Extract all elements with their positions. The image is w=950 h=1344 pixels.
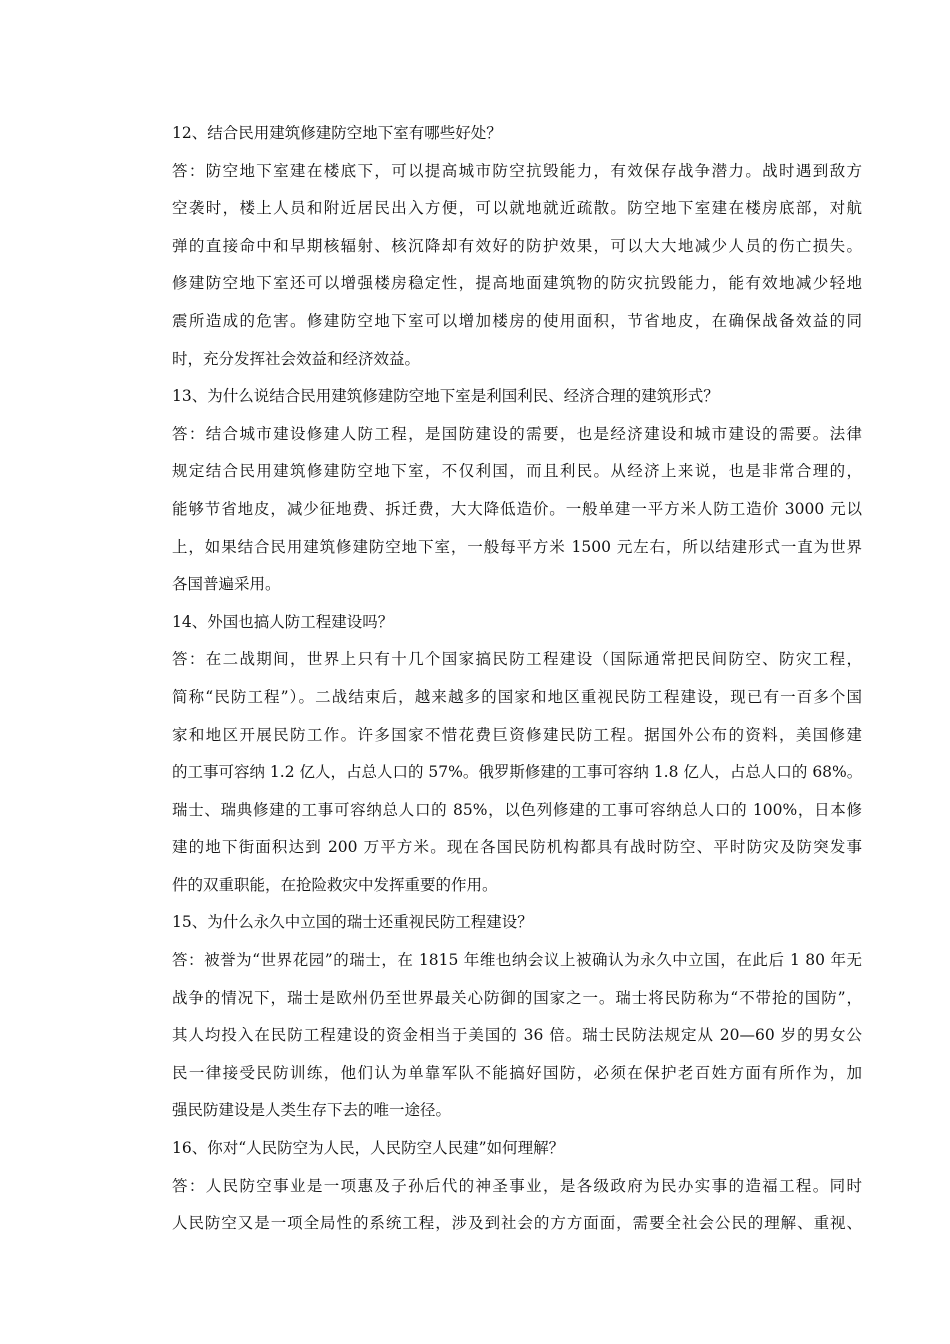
answer-line: 战争的情况下，瑞士是欧州仍至世界最关心防御的国家之一。瑞士将民防称为“不带抢的国防”，: [172, 988, 862, 1007]
answer-line: 民一律接受民防训练，他们认为单靠军队不能搞好国防，必须在保护老百姓方面有所作为，加: [172, 1063, 862, 1082]
answer-line: 答：在二战期间，世界上只有十几个国家搞民防工程建设（国际通常把民间防空、防灾工程，: [172, 650, 862, 669]
answer-line: 震所造成的危害。修建防空地下室可以增加楼房的使用面积，节省地皮，在确保战备效益的同: [172, 311, 862, 330]
answer-line: 件的双重职能，在抢险救灾中发挥重要的作用。: [172, 875, 498, 894]
answer-line: 人民防空又是一项全局性的系统工程，涉及到社会的方方面面，需要全社会公民的理解、重视、: [172, 1214, 862, 1233]
answer-line: 的工事可容纳 1.2 亿人，占总人口的 57%。俄罗斯修建的工事可容纳 1.8 亿人，占总人口的 68%。: [172, 763, 862, 782]
answer-line: 瑞士、瑞典修建的工事可容纳总人口的 85%，以色列修建的工事可容纳总人口的 100%，日本修: [172, 800, 862, 819]
answer-line: 弹的直接命中和早期核辐射、核沉降却有效好的防护效果，可以大大地减少人员的伤亡损失。: [172, 236, 862, 255]
answer-line: 其人均投入在民防工程建设的资金相当于美国的 36 倍。瑞士民防法规定从 20—60 岁的男女公: [172, 1026, 862, 1045]
question-heading: 12、结合民用建筑修建防空地下室有哪些好处？: [172, 124, 502, 142]
question-heading: 16、你对“人民防空为人民，人民防空人民建”如何理解？: [172, 1139, 565, 1158]
question-heading: 13、为什么说结合民用建筑修建防空地下室是利国利民、经济合理的建筑形式？: [172, 387, 719, 406]
answer-line: 各国普遍采用。: [172, 575, 281, 594]
answer-line: 答：被誉为“世界花园”的瑞士，在 1815 年维也纳会议上被确认为永久中立国，在此后 1 80 年无: [172, 951, 862, 970]
answer-line: 答：防空地下室建在楼底下，可以提高城市防空抗毁能力，有效保存战争潜力。战时遇到敌方: [172, 161, 862, 180]
answer-line: 规定结合民用建筑修建防空地下室，不仅利国，而且利民。从经济上来说，也是非常合理的，: [172, 462, 862, 481]
answer-line: 空袭时，楼上人员和附近居民出入方便，可以就地就近疏散。防空地下室建在楼房底部，对航: [172, 199, 862, 218]
document-body: [172, 118, 862, 1246]
answer-line: 修建防空地下室还可以增强楼房稳定性，提高地面建筑物的防灾抗毁能力，能有效地减少轻地: [172, 274, 862, 293]
answer-line: 答：结合城市建设修建人防工程，是国防建设的需要，也是经济建设和城市建设的需要。法律: [172, 424, 862, 443]
answer-line: 家和地区开展民防工作。许多国家不惜花费巨资修建民防工程。据国外公布的资料，美国修建: [172, 725, 862, 744]
answer-line: 简称“民防工程”）。二战结束后，越来越多的国家和地区重视民防工程建设，现已有一百多个国: [172, 687, 862, 706]
answer-line: 上，如果结合民用建筑修建防空地下室，一般每平方米 1500 元左右，所以结建形式一直为世界: [172, 537, 862, 556]
answer-line: 时，充分发挥社会效益和经济效益。: [172, 349, 421, 368]
answer-line: 建的地下街面积达到 200 万平方米。现在各国民防机构都具有战时防空、平时防灾及防突发事: [172, 838, 862, 857]
answer-line: 答：人民防空事业是一项惠及子孙后代的神圣事业，是各级政府为民办实事的造福工程。同时: [172, 1176, 862, 1195]
answer-line: 能够节省地皮，减少征地费、拆迁费，大大降低造价。一般单建一平方米人防工造价 3000 元以: [172, 499, 862, 518]
answer-line: 强民防建设是人类生存下去的唯一途径。: [172, 1101, 452, 1120]
question-heading: 14、外国也搞人防工程建设吗？: [172, 612, 394, 631]
question-heading: 15、为什么永久中立国的瑞士还重视民防工程建设？: [172, 913, 533, 932]
